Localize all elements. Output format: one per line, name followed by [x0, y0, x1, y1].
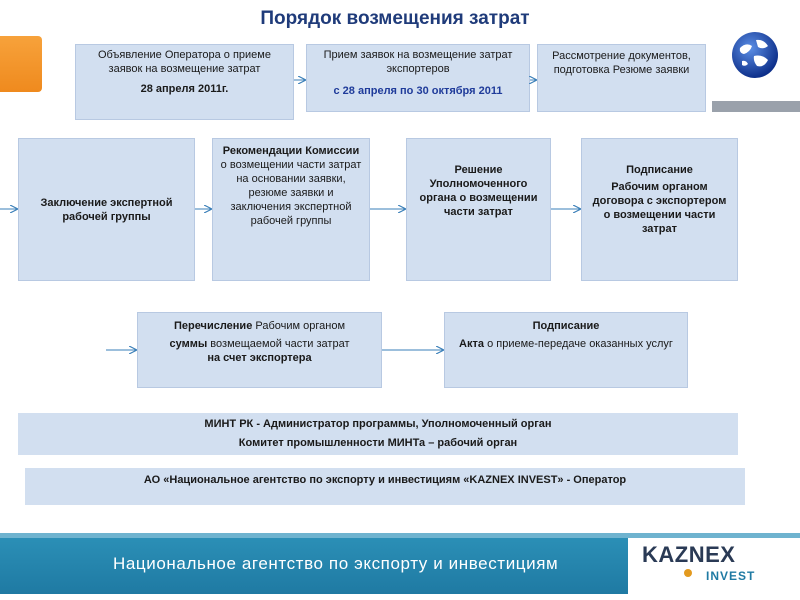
step-announcement-date: 28 апреля 2011г.: [140, 83, 229, 95]
step-contract: [581, 138, 738, 281]
page-title: Порядок возмещения затрат: [260, 8, 530, 29]
step-announcement: [75, 44, 294, 120]
step-transfer-line2: [144, 337, 375, 351]
step-decision-text: Решение Уполномоченного органа о возмещении части затрат: [419, 164, 538, 218]
step-decision: [406, 138, 551, 281]
logo-invest: INVEST: [706, 569, 756, 583]
step-applications: [306, 44, 530, 112]
step-act: [444, 312, 688, 388]
step-transfer-line1: [144, 319, 375, 333]
step-act-rest: о приеме-передаче оказанных услуг: [484, 338, 673, 350]
step-commission: [212, 138, 370, 281]
logo-kaznex: KAZNEX: [642, 542, 736, 567]
mint-line1: МИНТ РК - Администратор программы, Уполномоченный орган: [204, 418, 552, 430]
step-contract-text: Рабочим органом договора с экспортером о возмещении части затрат: [592, 181, 727, 235]
step-announcement-text: Объявление Оператора о приеме заявок на возмещение затрат: [98, 49, 271, 75]
step-review-text: Рассмотрение документов, подготовка Резюме заявки: [552, 50, 691, 76]
mint-line2: Комитет промышленности МИНТа – рабочий орган: [238, 437, 518, 449]
step-act-title: Подписание: [532, 320, 600, 332]
step-transfer-rest2: возмещаемой части затрат: [207, 338, 350, 350]
step-transfer-rest1: Рабочим органом: [252, 320, 346, 332]
step-applications-text: Прием заявок на возмещение затрат экспортеров: [323, 49, 513, 75]
operator-line: АО «Национальное агентство по экспорту и инвестициям «KAZNEX INVEST» - Оператор: [143, 474, 627, 486]
step-expert-group: [18, 138, 195, 281]
operator-info-bar: [25, 468, 745, 505]
step-transfer-bold1: Перечисление: [173, 320, 253, 332]
step-transfer-line3: на счет экспортера: [207, 352, 312, 364]
step-expert-group-text: Заключение экспертной рабочей группы: [40, 196, 173, 223]
step-commission-bold: Рекомендации Комиссии: [222, 145, 360, 157]
step-transfer-bold2: суммы: [169, 338, 208, 350]
step-contract-title: Подписание: [626, 164, 693, 176]
globe-icon: [730, 30, 780, 80]
step-applications-date: с 28 апреля по 30 октября 2011: [333, 85, 503, 97]
gray-bar-decoration: [712, 101, 800, 112]
step-act-text: [451, 337, 681, 351]
step-transfer: [137, 312, 382, 388]
mint-info-bar: [18, 413, 738, 455]
step-review: [537, 44, 706, 112]
step-commission-text: о возмещении части затрат на основании заявки, резюме заявки и заключения экспертной рабочей группы: [220, 159, 362, 227]
footer-text: Национальное агентство по экспорту и инвестициям: [113, 554, 559, 573]
orange-tab-decoration: [0, 36, 42, 92]
logo-mark-icon: [683, 568, 693, 578]
step-act-bold: Акта: [459, 338, 485, 350]
